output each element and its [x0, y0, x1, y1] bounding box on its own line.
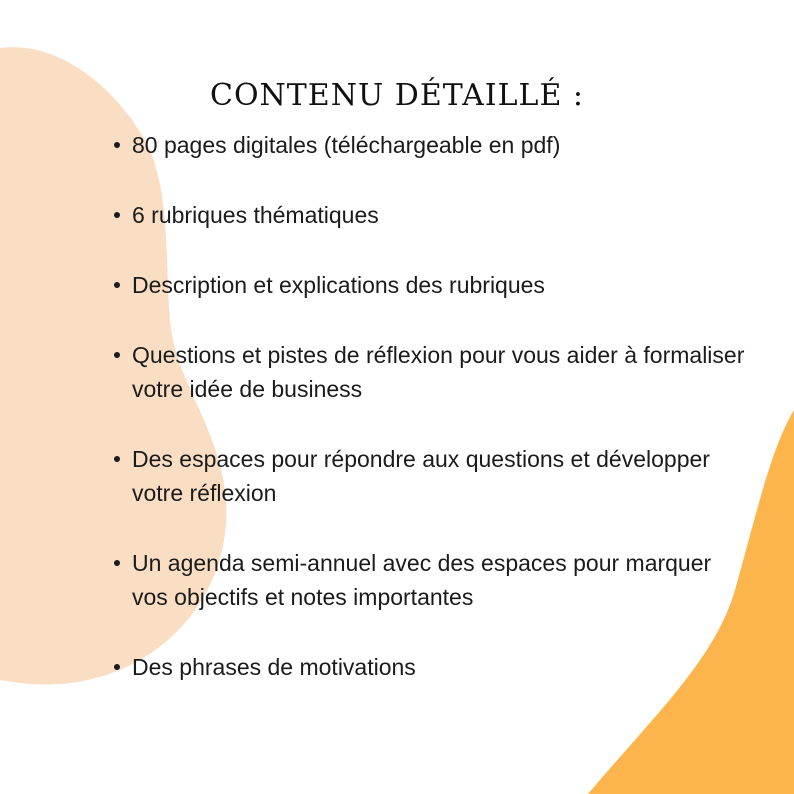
list-item-text: Des espaces pour répondre aux questions et développer votre réflexion	[132, 446, 710, 506]
list-item	[112, 338, 752, 406]
list-item	[112, 442, 752, 510]
list-item	[112, 546, 752, 614]
list-item-text: Questions et pistes de réflexion pour vous aider à formaliser votre idée de business	[132, 342, 745, 402]
list-item-text: 6 rubriques thématiques	[132, 202, 379, 228]
list-item	[112, 268, 752, 302]
list-item-text: Un agenda semi-annuel avec des espaces pour marquer vos objectifs et notes importantes	[132, 550, 712, 610]
list-item	[112, 198, 752, 232]
list-item-text: Description et explications des rubriques	[132, 272, 545, 298]
feature-list	[112, 128, 752, 720]
list-item	[112, 650, 752, 684]
list-item	[112, 128, 752, 162]
page-title: CONTENU DÉTAILLÉ :	[209, 78, 584, 113]
list-item-text: Des phrases de motivations	[132, 654, 416, 680]
list-item-text: 80 pages digitales (téléchargeable en pdf)	[132, 132, 561, 158]
